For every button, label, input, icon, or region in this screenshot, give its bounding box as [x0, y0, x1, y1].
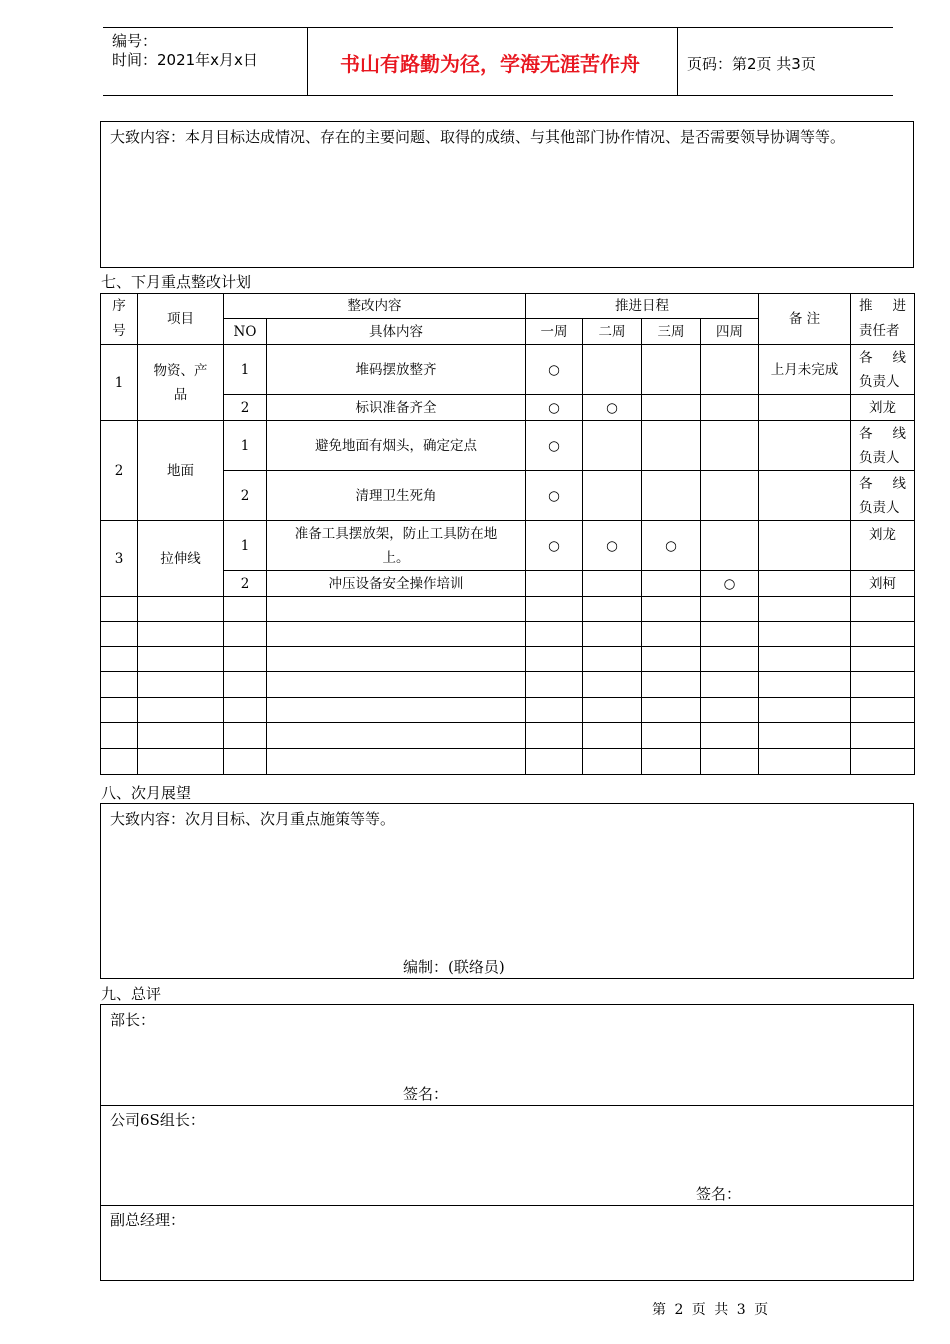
row-week-2	[583, 471, 642, 521]
header-slogan: 书山有路勤为径，学海无涯苦作舟	[340, 52, 640, 76]
header-no: NO	[224, 319, 267, 345]
row-no: 1	[224, 421, 267, 471]
review-box	[100, 1004, 914, 1281]
header-week-2: 二周	[583, 319, 642, 345]
header-bottom-rule	[103, 95, 893, 96]
row-week-2	[583, 345, 642, 395]
row-week-2	[583, 571, 642, 597]
header-item: 项目	[138, 294, 224, 345]
row-no: 2	[224, 395, 267, 421]
table-row	[101, 345, 915, 395]
header-divider-right	[677, 27, 678, 95]
header-divider-left	[307, 27, 308, 95]
row-week-4	[701, 421, 759, 471]
section-8-title: 八、次月展望	[101, 784, 192, 802]
serial-label: 编号：	[112, 32, 158, 50]
table-row	[101, 571, 915, 597]
table-row	[101, 395, 915, 421]
vice-manager-label: 副总经理：	[110, 1211, 186, 1229]
row-owner: 刘柯	[851, 571, 915, 597]
minister-label: 部长：	[110, 1011, 156, 1029]
row-week-3	[642, 421, 701, 471]
row-week-2: ○	[583, 395, 642, 421]
outlook-box	[100, 803, 914, 979]
row-remark	[759, 395, 851, 421]
minister-sign-label: 签名：	[403, 1085, 449, 1103]
row-detail: 标识准备齐全	[267, 395, 526, 421]
table-row	[101, 521, 915, 571]
table-row	[101, 471, 915, 521]
group-item: 物资、产品	[138, 345, 224, 421]
page-label: 页码：第2页 共3页	[687, 55, 816, 73]
section-9-title: 九、总评	[101, 985, 162, 1003]
empty-row	[101, 622, 915, 647]
header-rectify: 整改内容	[224, 294, 526, 319]
leader-sign-label: 签名：	[696, 1185, 742, 1203]
row-detail: 冲压设备安全操作培训	[267, 571, 526, 597]
row-no: 1	[224, 521, 267, 571]
row-week-4	[701, 395, 759, 421]
header-schedule: 推进日程	[526, 294, 759, 319]
row-detail: 堆码摆放整齐	[267, 345, 526, 395]
row-week-4: ○	[701, 571, 759, 597]
header-remark: 备 注	[759, 294, 851, 345]
row-week-1	[526, 571, 583, 597]
table-row	[101, 421, 915, 471]
row-week-3	[642, 571, 701, 597]
summary-box	[100, 121, 914, 268]
time-label: 时间：2021年x月x日	[112, 51, 258, 69]
rectification-plan-table	[100, 293, 915, 775]
row-week-1: ○	[526, 395, 583, 421]
row-week-4	[701, 345, 759, 395]
review-divider-2	[101, 1205, 913, 1206]
group-seq: 3	[101, 521, 138, 597]
row-no: 1	[224, 345, 267, 395]
row-week-4	[701, 521, 759, 571]
summary-content: 大致内容：本月目标达成情况、存在的主要问题、取得的成绩、与其他部门协作情况、是否需要领导协调等等。	[110, 128, 846, 146]
row-owner: 各 线 负责人	[851, 471, 915, 521]
section-7-title: 七、下月重点整改计划	[101, 273, 252, 291]
row-detail: 避免地面有烟头，确定定点	[267, 421, 526, 471]
empty-row	[101, 698, 915, 723]
row-remark	[759, 421, 851, 471]
header-detail: 具体内容	[267, 319, 526, 345]
row-week-1: ○	[526, 471, 583, 521]
group-seq: 2	[101, 421, 138, 521]
row-detail: 清理卫生死角	[267, 471, 526, 521]
header-owner: 推 进 责任者	[851, 294, 915, 345]
outlook-editor: 编制：(联络员)	[403, 958, 505, 976]
row-no: 2	[224, 571, 267, 597]
header-seq: 序号	[101, 294, 138, 345]
header-week-4: 四周	[701, 319, 759, 345]
row-owner: 各 线 负责人	[851, 421, 915, 471]
review-divider-1	[101, 1105, 913, 1106]
header-top-rule	[103, 27, 893, 28]
row-owner: 刘龙	[851, 395, 915, 421]
row-owner: 各 线 负责人	[851, 345, 915, 395]
row-week-3	[642, 395, 701, 421]
row-week-2	[583, 421, 642, 471]
group-seq: 1	[101, 345, 138, 421]
row-week-1: ○	[526, 421, 583, 471]
group-item: 拉伸线	[138, 521, 224, 597]
row-week-3	[642, 471, 701, 521]
row-remark	[759, 571, 851, 597]
row-week-1: ○	[526, 345, 583, 395]
row-owner: 刘龙	[851, 521, 915, 571]
leader-label: 公司6S组长：	[110, 1111, 205, 1129]
outlook-content: 大致内容：次月目标、次月重点施策等等。	[110, 810, 396, 828]
row-week-4	[701, 471, 759, 521]
header-week-1: 一周	[526, 319, 583, 345]
empty-row	[101, 723, 915, 749]
empty-row	[101, 647, 915, 672]
group-item: 地面	[138, 421, 224, 521]
empty-row	[101, 749, 915, 775]
row-week-3	[642, 345, 701, 395]
header-week-3: 三周	[642, 319, 701, 345]
row-remark	[759, 521, 851, 571]
empty-row	[101, 672, 915, 698]
row-week-3: ○	[642, 521, 701, 571]
page-footer: 第 2 页 共 3 页	[652, 1302, 771, 1318]
empty-row	[101, 597, 915, 622]
row-remark: 上月未完成	[759, 345, 851, 395]
row-remark	[759, 471, 851, 521]
row-week-1: ○	[526, 521, 583, 571]
row-detail: 准备工具摆放架，防止工具防在地上。	[267, 521, 526, 571]
row-week-2: ○	[583, 521, 642, 571]
row-no: 2	[224, 471, 267, 521]
